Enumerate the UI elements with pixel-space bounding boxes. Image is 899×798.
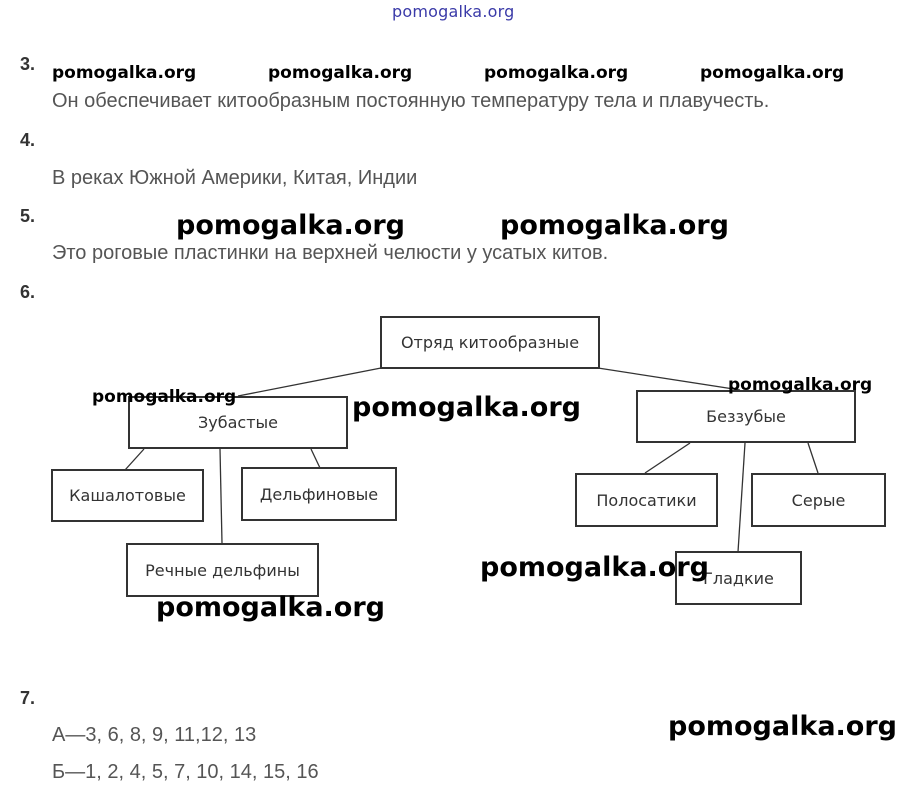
watermark: pomogalka.org [668,711,897,742]
watermark: pomogalka.org [52,63,197,83]
watermark: pomogalka.org [728,375,873,395]
connector-toothless-right [738,443,745,552]
answer-4-number: 4. [20,130,36,150]
answer-3-number: 3. [20,54,36,74]
watermark: pomogalka.org [500,210,729,241]
box-dolphins [241,467,397,521]
answer-5-number: 5. [20,206,36,226]
answer-7-number: 7. [20,688,36,708]
watermark: pomogalka.org [700,63,845,83]
answer-4-text: В реках Южной Америки, Китая, Индии [52,167,418,189]
box-label: Гладкие [703,568,774,588]
watermark: pomogalka.org [268,63,413,83]
box-label: Беззубые [706,407,786,426]
box-label: Полосатики [596,490,697,510]
header-watermark: pomogalka.org [392,2,515,21]
connector-toothless-rorquals [645,443,690,473]
answer-3-text: Он обеспечивает китообразным постоянную температуру тела и плавучесть. [52,90,770,112]
connector-toothless-gray [808,443,818,473]
watermark: pomogalka.org [480,552,709,583]
watermark: pomogalka.org [92,387,237,407]
watermark: pomogalka.org [352,392,581,423]
watermark: pomogalka.org [176,210,405,241]
watermark: pomogalka.org [484,63,629,83]
answer-6-number: 6. [20,282,36,302]
connector-root-toothless [598,368,740,390]
box-toothless [636,390,856,443]
box-label: Кашалотовые [69,486,186,505]
box-order-cetaceans [380,316,600,369]
answer-7-line-b: Б—1, 2, 4, 5, 7, 10, 14, 15, 16 [52,761,319,783]
box-sperm-whales [51,469,204,522]
box-label: Отряд китообразные [400,333,580,352]
connector-toothed-sperm [125,449,144,470]
box-label: Серые [791,490,846,510]
box-gray-whales [751,473,886,527]
answer-5-text: Это роговые пластинки на верхней челюсти у усатых китов. [52,242,609,264]
connector-toothed-river [220,449,222,543]
box-rorquals [575,473,718,527]
watermark: pomogalka.org [156,592,385,623]
box-label: Зубастые [198,413,278,432]
box-label: Дельфиновые [259,484,379,504]
answer-7-line-a: А—3, 6, 8, 9, 11,12, 13 [52,724,257,746]
connector-toothed-dolphins [311,449,320,468]
box-river-dolphins [126,543,319,597]
box-label: Речные дельфины [145,560,300,580]
